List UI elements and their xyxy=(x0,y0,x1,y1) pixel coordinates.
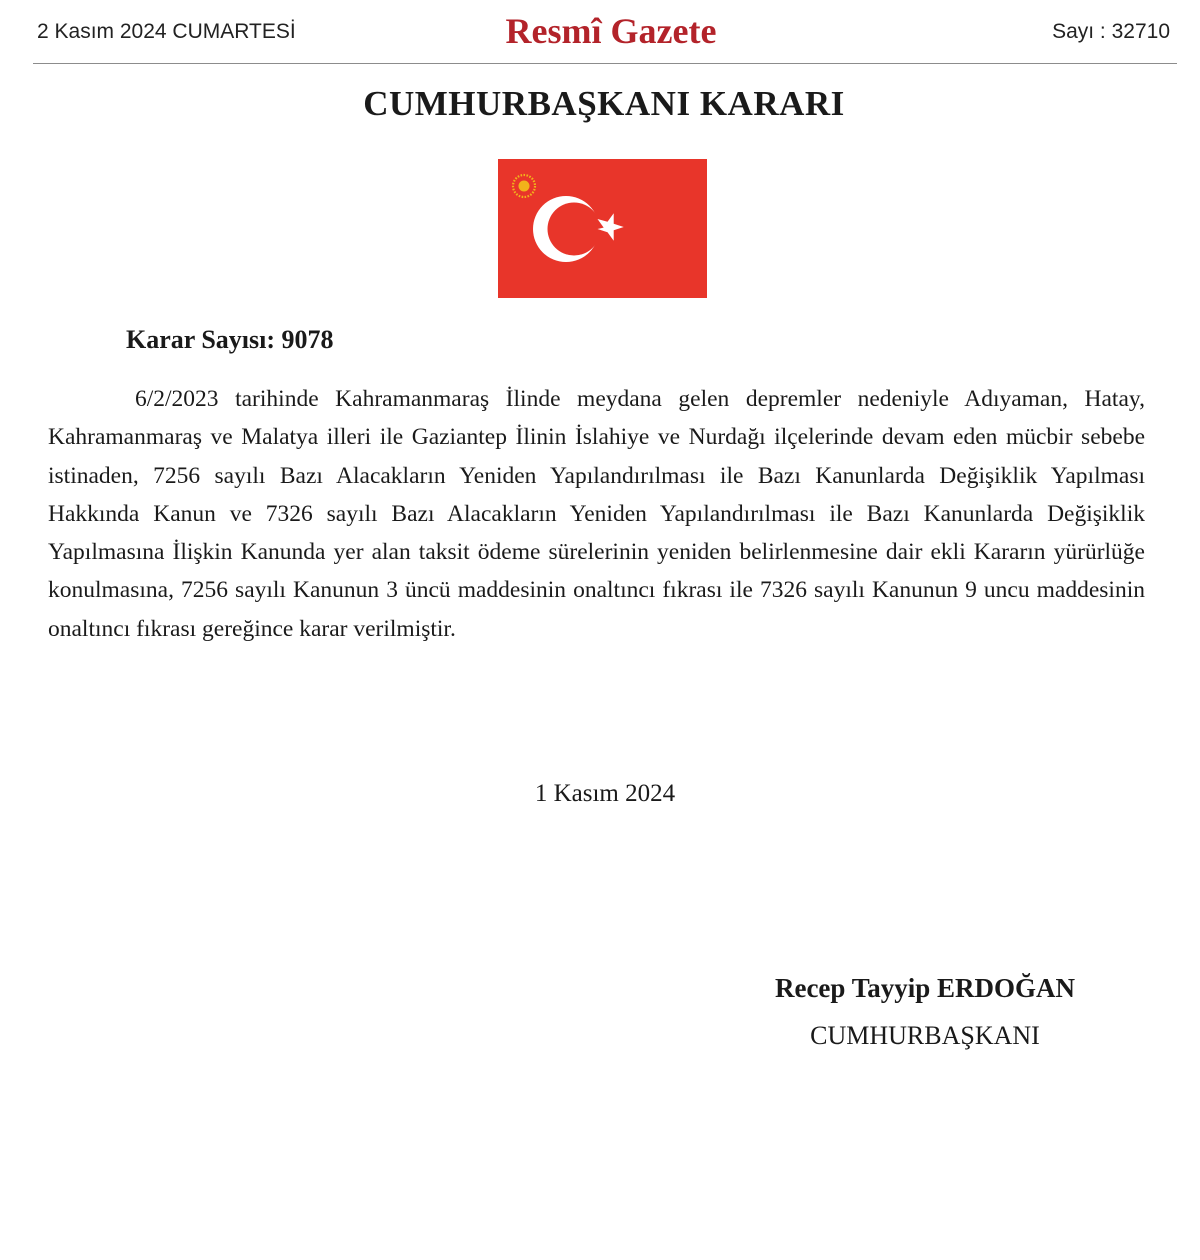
signing-date: 1 Kasım 2024 xyxy=(534,780,676,807)
signatory-title: CUMHURBAŞKANI xyxy=(810,1021,1040,1050)
turkish-flag-icon xyxy=(498,159,707,298)
gazette-title: Resmî Gazete xyxy=(505,11,717,51)
decree-heading: CUMHURBAŞKANI KARARI xyxy=(363,84,845,123)
gazette-date: 2 Kasım 2024 CUMARTESİ xyxy=(37,20,296,43)
decree-number: Karar Sayısı: 9078 xyxy=(126,325,334,354)
signatory-name: Recep Tayyip ERDOĞAN xyxy=(774,973,1076,1003)
decree-body-text: 6/2/2023 tarihinde Kahramanmaraş İlinde meydana gelen depremler nedeniyle Adıyaman, Hatay, Kahramanmaraş ve Malatya illeri ile Gaziantep İlinin İslahiye ve Nurdağı ilçelerinde devam eden mücbir sebebe istinaden, 7256 sayılı Bazı Alacakların Yeniden Yapılandırılması ile Bazı Kanunlarda Değişiklik Yapılması Hakkında Kanun ve 7326 sayılı Bazı Alacakların Yeniden Yapılandırılması ile Bazı Kanunlarda Değişiklik Yapılmasına İlişkin Kanunda yer alan taksit ödeme sürelerinin yeniden belirlenmesine dair ekli Kararın yürürlüğe konulmasına, 7256 sayılı Kanunun 3 üncü maddesinin onaltıncı fıkrası ile 7326 sayılı Kanunun 9 uncu maddesinin onaltıncı fıkrası gereğince karar verilmiştir. xyxy=(48,386,1145,642)
header-divider xyxy=(33,63,1177,64)
gazette-issue-number: Sayı : 32710 xyxy=(1052,20,1170,43)
